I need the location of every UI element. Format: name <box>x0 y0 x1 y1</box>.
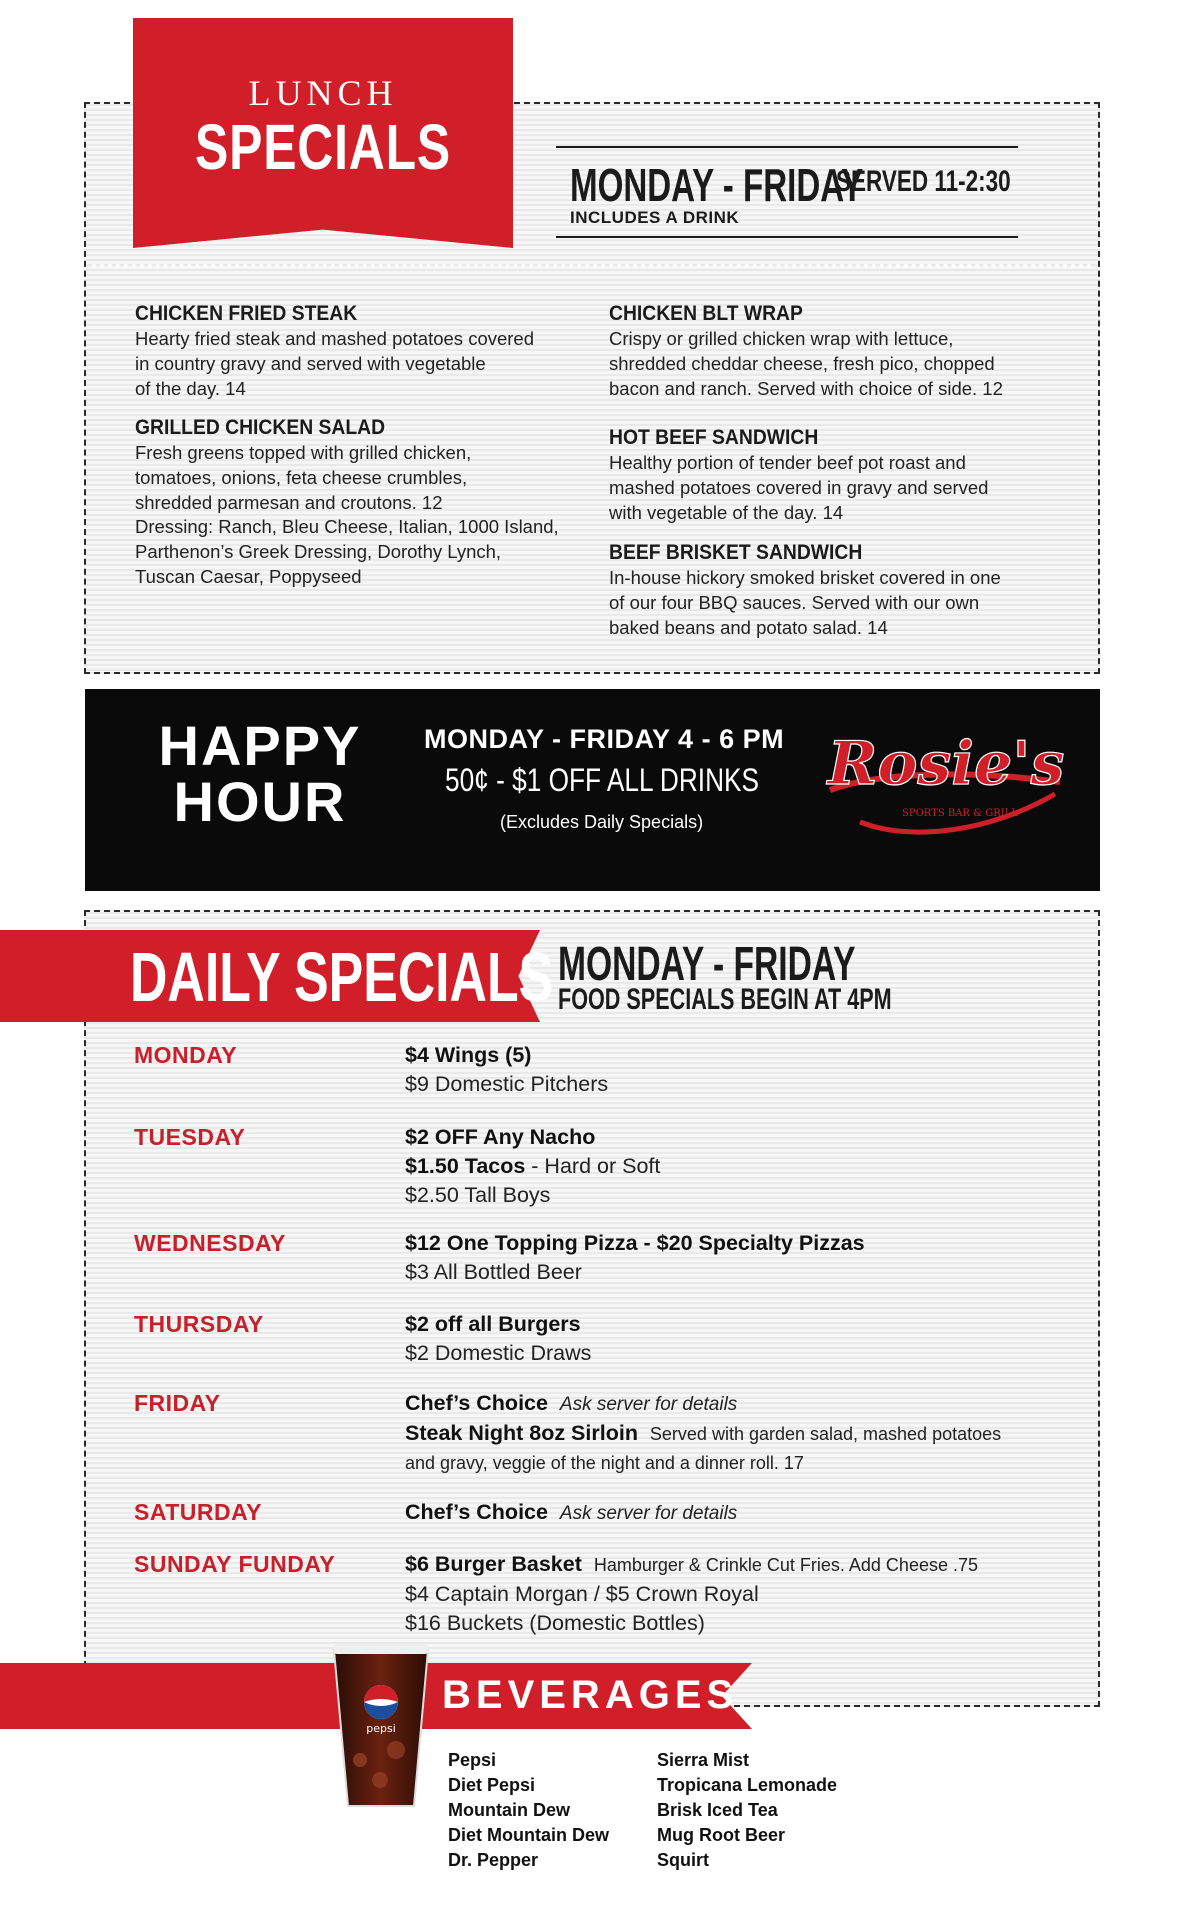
day-monday: MONDAY <box>134 1042 238 1068</box>
special-line: $9 Domestic Pitchers <box>405 1072 609 1096</box>
sunday-specials <box>405 1550 1055 1638</box>
menu-item-desc: Healthy portion of tender beef pot roast and mashed potatoes covered in gravy and served with vegetable of the day. 14 <box>609 452 989 523</box>
menu-item-name: GRILLED CHICKEN SALAD <box>135 416 386 439</box>
thursday-specials <box>405 1310 1055 1368</box>
lunch-served-hours: SERVED 11-2:30 <box>836 165 1011 198</box>
rosies-logo <box>820 712 1072 860</box>
special-line: Chef’s Choice <box>405 1391 548 1415</box>
special-line: $2.50 Tall Boys <box>405 1183 551 1207</box>
menu-item <box>135 415 575 590</box>
special-line: $12 One Topping Pizza - $20 Specialty Pizzas <box>405 1231 865 1255</box>
menu-item <box>609 425 1049 525</box>
happy-hour-title: HAPPY HOUR <box>158 714 362 833</box>
lunch-days: MONDAY - FRIDAY <box>570 159 864 211</box>
beverage-list-1 <box>448 1748 609 1873</box>
beverage-item: Pepsi <box>448 1750 497 1770</box>
pepsi-cup-icon <box>330 1640 432 1812</box>
special-detail: Served with garden salad, mashed potatoes <box>649 1424 1002 1444</box>
divider <box>92 264 1092 268</box>
special-detail: - Hard or Soft <box>525 1154 661 1178</box>
saturday-specials <box>405 1498 1055 1528</box>
daily-days: MONDAY - FRIDAY <box>558 938 856 991</box>
day-saturday: SATURDAY <box>134 1499 262 1525</box>
menu-item-desc: Hearty fried steak and mashed potatoes covered in country gravy and served with vegetable of the day. 14 <box>135 328 535 399</box>
menu-item-name: HOT BEEF SANDWICH <box>609 426 819 449</box>
happy-hour-note: (Excludes Daily Specials) <box>500 812 704 832</box>
menu-item-name: CHICKEN FRIED STEAK <box>135 302 358 325</box>
tuesday-specials <box>405 1123 1055 1210</box>
menu-item <box>135 301 575 401</box>
beverage-list-2 <box>657 1748 837 1873</box>
day-wednesday: WEDNESDAY <box>134 1230 286 1256</box>
monday-specials <box>405 1041 1055 1099</box>
menu-item <box>609 301 1049 401</box>
special-line: $2 off all Burgers <box>405 1312 581 1336</box>
beverage-item: Mountain Dew <box>448 1800 570 1820</box>
special-detail: Ask server for details <box>559 1394 738 1415</box>
day-thursday: THURSDAY <box>134 1311 264 1337</box>
special-line: $4 Wings (5) <box>405 1043 532 1067</box>
special-line: $2 Domestic Draws <box>405 1341 592 1365</box>
beverage-item: Squirt <box>657 1850 709 1870</box>
lunch-includes-drink: INCLUDES A DRINK <box>570 208 740 227</box>
beverages-title: BEVERAGES <box>442 1673 739 1717</box>
menu-item-desc: Fresh greens topped with grilled chicken, tomatoes, onions, feta cheese crumbles, shredded parmesan and croutons. 12 Dressing: Ranch, Bleu Cheese, Italian, 1000 Island, Parthenon’s Greek Dressing, Dorothy Lynch, Tuscan Caesar, Poppyseed <box>135 442 559 587</box>
lunch-title-top: LUNCH <box>248 73 398 113</box>
daily-title: DAILY SPECIALS <box>130 938 554 1016</box>
logo-subtext: SPORTS BAR & GRILL <box>902 808 1018 819</box>
cup-brand: pepsi <box>366 1722 396 1735</box>
day-tuesday: TUESDAY <box>134 1124 246 1150</box>
special-line: $6 Burger Basket <box>405 1552 582 1576</box>
menu-item-name: BEEF BRISKET SANDWICH <box>609 541 863 564</box>
menu-item-name: CHICKEN BLT WRAP <box>609 302 803 325</box>
logo-text: Rosie's <box>827 729 1065 799</box>
beverage-item: Mug Root Beer <box>657 1825 785 1845</box>
beverage-item: Brisk Iced Tea <box>657 1800 778 1820</box>
beverage-item: Sierra Mist <box>657 1750 750 1770</box>
happy-hour-offer: 50¢ - $1 OFF ALL DRINKS <box>445 762 760 798</box>
menu-item-desc: Crispy or grilled chicken wrap with lettuce, shredded cheddar cheese, fresh pico, chopped bacon and ranch. Served with choice of side. 12 <box>609 328 1003 399</box>
beverage-item: Tropicana Lemonade <box>657 1775 838 1795</box>
special-line: $4 Captain Morgan / $5 Crown Royal <box>405 1582 759 1606</box>
menu-item <box>609 540 1049 640</box>
friday-specials <box>405 1389 1055 1478</box>
special-line: Steak Night 8oz Sirloin <box>405 1421 638 1445</box>
special-line: $3 All Bottled Beer <box>405 1260 582 1284</box>
day-friday: FRIDAY <box>134 1390 221 1416</box>
beverage-item: Dr. Pepper <box>448 1850 539 1870</box>
special-detail: and gravy, veggie of the night and a dinner roll. 17 <box>405 1453 804 1473</box>
lunch-title-bottom: SPECIALS <box>195 111 451 183</box>
beverage-item: Diet Pepsi <box>448 1775 536 1795</box>
special-detail: Hamburger & Crinkle Cut Fries. Add Cheese .75 <box>593 1555 978 1575</box>
day-sunday: SUNDAY FUNDAY <box>134 1551 336 1577</box>
special-detail: Ask server for details <box>559 1503 738 1524</box>
wednesday-specials <box>405 1229 1055 1287</box>
beverage-item: Diet Mountain Dew <box>448 1825 609 1845</box>
special-line: $16 Buckets (Domestic Bottles) <box>405 1611 705 1635</box>
daily-begin: FOOD SPECIALS BEGIN AT 4PM <box>558 983 892 1016</box>
special-line: $1.50 Tacos <box>405 1154 526 1178</box>
menu-item-desc: In-house hickory smoked brisket covered in one of our four BBQ sauces. Served with our own baked beans and potato salad. 14 <box>609 567 1001 638</box>
happy-hour-days: MONDAY - FRIDAY 4 - 6 PM <box>424 724 785 754</box>
special-line: $2 OFF Any Nacho <box>405 1125 596 1149</box>
special-line: Chef’s Choice <box>405 1500 548 1524</box>
